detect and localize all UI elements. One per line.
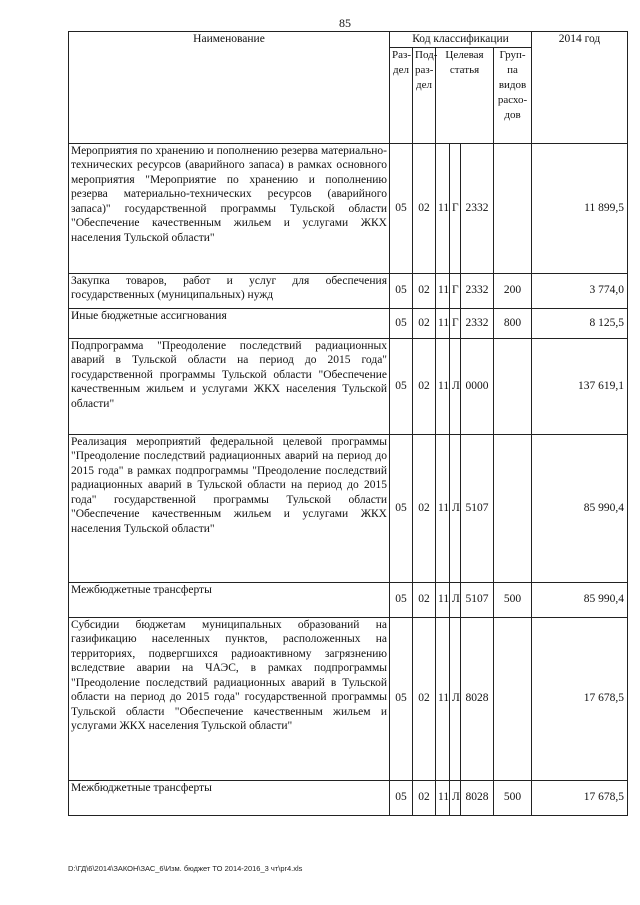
column-header-section: Раз- дел xyxy=(390,47,413,143)
row-expense-group xyxy=(494,617,532,780)
row-expense-group xyxy=(494,434,532,582)
page-number: 85 xyxy=(339,16,351,30)
table-row xyxy=(69,273,628,308)
row-target-subprogram: Г xyxy=(450,273,461,308)
row-subsection: 02 xyxy=(413,434,436,582)
budget-table xyxy=(68,31,628,816)
row-name: Субсидии бюджетам муниципальных образований на газификацию населенных пунктов, расположенных на территориях, подвергшихся радиоактивному загрязнению вследствие аварии на ЧАЭС, в рамках подпрограммы "Преодоление последствий радиационных аварий в Тульской области на период до 2015 года" государственной программы Тульской области "Обеспечение качественным жильем и услугами ЖКХ населения Тульской области" xyxy=(69,617,390,780)
row-amount: 85 990,4 xyxy=(532,582,628,617)
footer-file-path: D:\ГД\6\2014\ЗАКОН\ЗАС_6\Изм. бюджет ТО 2014-2016_3 чт\pr4.xls xyxy=(68,864,303,873)
row-target-subprogram: Г xyxy=(450,308,461,338)
column-header-code-group: Код классификации xyxy=(390,32,532,48)
row-amount: 11 899,5 xyxy=(532,143,628,273)
table-row xyxy=(69,582,628,617)
row-target-subprogram: Л xyxy=(450,582,461,617)
column-header-subsection: Под- раз- дел xyxy=(413,47,436,143)
row-name: Межбюджетные трансферты xyxy=(69,582,390,617)
row-amount: 17 678,5 xyxy=(532,780,628,815)
row-target-direction: 2332 xyxy=(461,273,494,308)
row-amount: 137 619,1 xyxy=(532,338,628,434)
row-name: Закупка товаров, работ и услуг для обеспечения государственных (муниципальных) нужд xyxy=(69,273,390,308)
table-row xyxy=(69,434,628,582)
row-name: Подпрограмма "Преодоление последствий радиационных аварий в Тульской области на период до 2015 года" государственной программы Тульской области "Обеспечение качественным жильем и услугами ЖКХ населения Тульской области" xyxy=(69,338,390,434)
row-section: 05 xyxy=(390,434,413,582)
row-target-direction: 0000 xyxy=(461,338,494,434)
row-subsection: 02 xyxy=(413,780,436,815)
row-name: Мероприятия по хранению и пополнению резерва материально-технических ресурсов (аварийного запаса) в рамках основного мероприятия "Мероприятие по хранению и пополнению резерва материально-технических ресурсов (аварийного запаса)" государственной программы Тульской области "Обеспечение качественным жильем и услугами ЖКХ населения Тульской области" xyxy=(69,143,390,273)
row-target-subprogram: Л xyxy=(450,780,461,815)
row-amount: 3 774,0 xyxy=(532,273,628,308)
row-section: 05 xyxy=(390,143,413,273)
row-expense-group xyxy=(494,338,532,434)
row-target-direction: 5107 xyxy=(461,434,494,582)
row-subsection: 02 xyxy=(413,273,436,308)
row-target-subprogram: Г xyxy=(450,143,461,273)
row-target-program: 11 xyxy=(436,780,450,815)
row-target-program: 11 xyxy=(436,273,450,308)
column-header-target: Целевая статья xyxy=(436,47,494,143)
row-target-program: 11 xyxy=(436,434,450,582)
row-section: 05 xyxy=(390,273,413,308)
column-header-group: Груп- па видов расхо- дов xyxy=(494,47,532,143)
row-target-program: 11 xyxy=(436,338,450,434)
row-amount: 85 990,4 xyxy=(532,434,628,582)
row-target-program: 11 xyxy=(436,582,450,617)
row-subsection: 02 xyxy=(413,617,436,780)
row-target-direction: 2332 xyxy=(461,308,494,338)
table-row xyxy=(69,617,628,780)
table-row xyxy=(69,308,628,338)
row-target-direction: 8028 xyxy=(461,617,494,780)
row-subsection: 02 xyxy=(413,308,436,338)
row-subsection: 02 xyxy=(413,338,436,434)
row-target-subprogram: Л xyxy=(450,434,461,582)
row-target-program: 11 xyxy=(436,617,450,780)
row-target-direction: 8028 xyxy=(461,780,494,815)
table-row xyxy=(69,780,628,815)
column-header-year: 2014 год xyxy=(532,32,628,144)
row-section: 05 xyxy=(390,308,413,338)
row-section: 05 xyxy=(390,338,413,434)
row-expense-group: 500 xyxy=(494,582,532,617)
column-header-name: Наименование xyxy=(69,32,390,144)
row-subsection: 02 xyxy=(413,143,436,273)
row-target-direction: 2332 xyxy=(461,143,494,273)
row-target-subprogram: Л xyxy=(450,338,461,434)
row-target-program: 11 xyxy=(436,308,450,338)
row-target-program: 11 xyxy=(436,143,450,273)
row-section: 05 xyxy=(390,780,413,815)
row-name: Иные бюджетные ассигнования xyxy=(69,308,390,338)
row-subsection: 02 xyxy=(413,582,436,617)
row-amount: 8 125,5 xyxy=(532,308,628,338)
row-name: Межбюджетные трансферты xyxy=(69,780,390,815)
row-expense-group: 800 xyxy=(494,308,532,338)
row-amount: 17 678,5 xyxy=(532,617,628,780)
row-section: 05 xyxy=(390,582,413,617)
table-row xyxy=(69,143,628,273)
row-expense-group xyxy=(494,143,532,273)
row-target-subprogram: Л xyxy=(450,617,461,780)
row-target-direction: 5107 xyxy=(461,582,494,617)
row-expense-group: 500 xyxy=(494,780,532,815)
row-section: 05 xyxy=(390,617,413,780)
row-expense-group: 200 xyxy=(494,273,532,308)
table-row xyxy=(69,338,628,434)
row-name: Реализация мероприятий федеральной целевой программы "Преодоление последствий радиационных аварий на период до 2015 года" в рамках подпрограммы "Преодоление последствий радиационных аварий в Тульской области на период до 2015 года" государственной программы Тульской области "Обеспечение качественным жильем и услугами ЖКХ населения Тульской области" xyxy=(69,434,390,582)
